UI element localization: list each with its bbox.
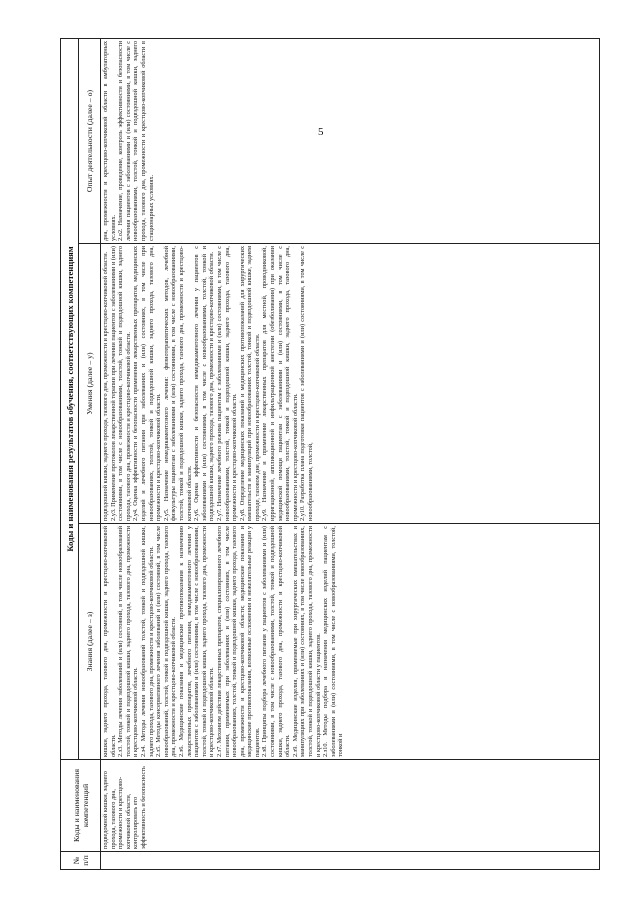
competence-line: контролировать его эффективность и безопасность xyxy=(132,766,147,849)
header-knowledge: Знания (далее – з) xyxy=(79,524,101,760)
skill-item: 2.у4. Оценка эффективности и безопасности применения лекарственных препаратов, медицинских изделий и лечебного питания при заболеваниях и (или) состояниях, в том числе при новообразованиях, толстой, тонкой и подвздошной кишки, заднего прохода, тазового дна, промежности и крестцово-копчиковой области. xyxy=(132,246,163,521)
skill-item: 2.у10. Разработка плана подготовки пациентов с заболеваниями и (или) состояниями, в том числе с новообразованиями, толстой, xyxy=(299,246,315,521)
skill-item: 2.у6. Оценка эффективности и безопасности немедикаментозного лечения у пациентов с заболеваниями и (или) состояниями, в том числе с новообразованиями, толстой, тонкой и подвздошной кишки, заднего прохода, тазового дна, промежности и крестцово-копчиковой области. xyxy=(193,246,216,521)
header-skills: Умения (далее – у) xyxy=(79,244,101,524)
header-results: Коды и наименования результатов обучения, соответствующих компетенциям xyxy=(61,39,79,760)
row-number-cell xyxy=(101,852,600,870)
skill-item: 2.у7. Назначение лечебного режима пациентам с заболеваниями и (или) состояниями, в том числе с новообразованиями, толстой, тонкой и подвздошной кишки, заднего прохода, тазового дна, промежности и крестцово-копчиковой области. xyxy=(215,246,239,521)
knowledge-item: 2.з4. Методы лечения новообразований толстой, тонкой и подвздошной кишки, заднего прохода, тазового дна, промежности и крестцово-копчиковой области. xyxy=(139,526,155,757)
experience-item: дна, промежности и крестцово-копчиковой области в амбулаторных условиях. xyxy=(102,41,117,241)
knowledge-item: 2.з9. Медицинские изделия, применяемые при хирургических вмешательствах и манипуляциях при заболеваниях и (или) состояниях, в том числе новообразованиях, толстой, тонкой и подвздошной кишки, заднего прохода, тазового дна, промежности и крестцово-копчиковой области у пациентов. xyxy=(291,526,322,757)
competence-line: подведомной кишки, заднего прохода, тазового дна, промежности и крестцово-копчиковой области, xyxy=(102,771,132,849)
knowledge-item: 2.з6. Медицинские показания и медицинские противопоказания к назначению лекарственных препаратов, лечебного питания, немедикаментозного лечения у пациентов с заболеваниями и (или) состояниями, в том числе с новообразованиями, толстой, тонкой и подвздошной кишки, заднего прохода, тазового дна, промежности и крестцово-копчиковой области. xyxy=(177,526,216,757)
experience-item: 2.о2. Назначение, проведение, контроль эффективности и безопасности лечения пациентов с заболеваниями и (или) состояниями, в том числе с новообразованиями, толстой, тонкой и подвздошной кишки, заднего прохода, тазового дна, промежности и крестцово-копчиковой области в стационарных условиях. xyxy=(117,41,155,241)
header-number: № п/п xyxy=(61,852,101,870)
skill-item: 2.у8. Определение медицинских показаний и медицинских противопоказаний для хирургических вмешательств и манипуляций при новообразованиях толстой, тонкой и подвздошной кишке, заднем проходе, тазовом дне, промежности и крестцово-копчиковой области. xyxy=(238,246,261,521)
skill-item: 2.у3. Применение протоколов лекарственной терапии при лечении пациентов с заболеваниями и (или) состояниями, в том числе с новообразованиями, толстой, тонкой и подвздошной кишки, заднего прохода, тазового дна, промежности и крестцово-копчиковой области. xyxy=(109,246,132,521)
header-competence: Коды и наименования компетенций xyxy=(61,760,101,852)
knowledge-item: кишки, заднего прохода, тазового дна, промежности и крестцово-копчиковой области. xyxy=(102,526,117,757)
experience-cell xyxy=(101,39,600,244)
knowledge-item: 2.з7. Механизм действия лекарственных препаратов, специализированного лечебного питания, применяемых при заболеваниях и (или) состояниях, в том числе новообразованиях, толстой, тонкой и подвздошной кишки, заднего прохода, тазового дна, промежности и крестцово-копчиковой области; медицинские показания и медицинские противопоказания, возможные осложнения и нежелательные реакции у пациентов. xyxy=(215,526,261,757)
header-experience: Опыт деятельности (далее – о) xyxy=(79,39,101,244)
competence-table xyxy=(60,38,600,870)
page-number: 5 xyxy=(318,126,324,138)
knowledge-item: 2.з10. Методы подбора и назначения медицинских изделий пациентам с заболеваниями и (или) состояниями, в том числе с новообразованиями, толстой, тонкой и xyxy=(322,526,345,757)
rotated-table-page xyxy=(60,38,600,870)
knowledge-item: 2.з8. Принципы подбора лечебного питания у пациентов с заболеваниями и (или) состояниями, в том числе с новообразованиями, толстой, тонкой и подвздошной кишки, заднего прохода, тазового дна, промежности и крестцово-копчиковой области. xyxy=(261,526,292,757)
competence-cell xyxy=(101,760,600,852)
knowledge-item: 2.з3. Методы лечения заболеваний и (или) состояний, в том числе новообразований толстой, тонкой и подвздошной кишки, заднего прохода, тазового дна, промежности и крестцово-копчиковой области. xyxy=(117,526,140,757)
knowledge-item: 2.з5. Методы консервативного лечения заболеваний и (или) состояний, в том числе новообразований, толстой, тонкой и подвздошной кишки, заднего прохода, тазового дна, промежности и крестцово-копчиковой области. xyxy=(155,526,178,757)
skills-cell xyxy=(101,244,600,524)
skill-item: 2.у5. Назначение немедикаментозного лечения: физиотерапевтических методов, лечебной физкультуры пациентам с заболеваниями и (или) состояниями, в том числе с новообразованиями, толстой, тонкой и подвздошной кишки, заднего прохода, тазового дна, промежности и крестцово-копчиковой области. xyxy=(162,246,193,521)
knowledge-cell xyxy=(101,524,600,760)
skill-item: подвздошной кишки, заднего прохода, тазового дна, промежности и крестцово-копчиковой области. xyxy=(102,251,109,521)
skill-item: 2.у9. Назначение и применение лекарственных препаратов для местной, проводниковой, ирригационной, аппликационной и инфильтрационной анестезии (обезболивания) при оказании медицинской помощи пациентам с заболеваниями и (или) состояниями, в том числе с новообразованиями, толстой, тонкой и подвздошной кишки, заднего прохода, тазового дна, промежности и крестцово-копчиковой области. xyxy=(261,246,299,521)
